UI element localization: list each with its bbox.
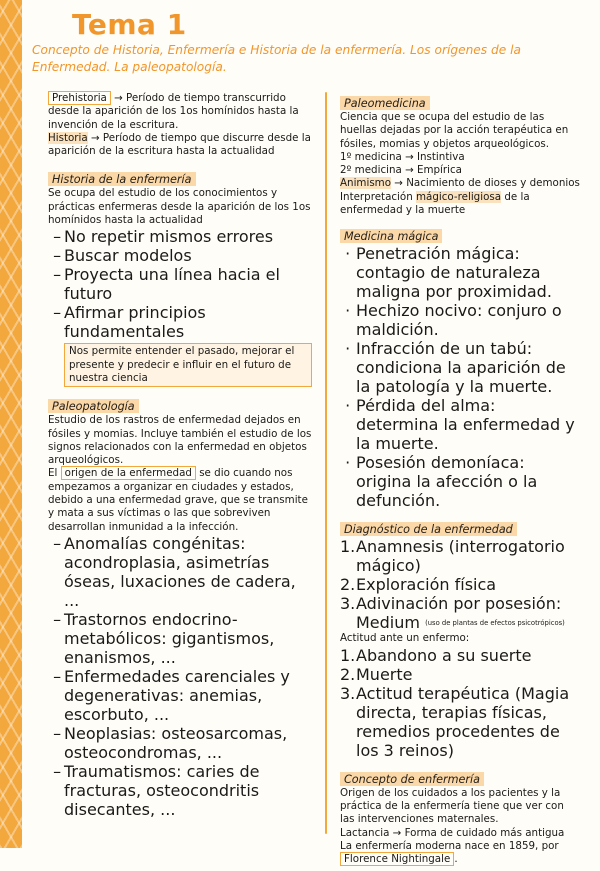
intro-definitions (48, 92, 312, 158)
list-item: 1. Abandono a su suerte (340, 645, 532, 665)
paleomedicina-section (340, 92, 580, 217)
interpretacion-line: Interpretación mágico-religiosa de la enfermedad y la muerte (340, 190, 530, 217)
right-column (340, 92, 580, 871)
diagnostico-heading: Diagnóstico de la enfermedad (340, 522, 517, 536)
list-item: 2. Exploración física (340, 575, 497, 595)
list-item: – Trastornos endocrino-metabólicos: gigantismos, enanismos, ... (48, 609, 275, 667)
list-item: – Proyecta una línea hacia el futuro (48, 265, 280, 304)
animismo-definition: Animismo → Nacimiento de dioses y demonios (340, 177, 580, 190)
magico-religiosa-term: mágico-religiosa (416, 190, 502, 203)
list-item: · Hechizo nocivo: conjuro o maldición. (340, 301, 562, 340)
historia-definition (48, 132, 312, 159)
historia-text: → Período de tiempo que discurre desde la aparición de la escritura hasta la actualidad (48, 131, 311, 158)
prehistoria-term: Prehistoria (48, 91, 111, 105)
left-column (48, 92, 312, 824)
column-divider (325, 92, 327, 834)
florence-nightingale-term: Florence Nightingale (340, 852, 454, 866)
medicina-line-1: 1º medicina → Instintiva (340, 150, 465, 163)
list-item: – Buscar modelos (48, 246, 192, 266)
list-item: – Anomalías congénitas: acondroplasia, asimetrías óseas, luxaciones de cadera, ... (48, 533, 296, 610)
prehistoria-definition (48, 92, 312, 132)
list-item: · Pérdida del alma: determina la enfermedad y la muerte. (340, 396, 575, 454)
enfermeria-moderna-line: La enfermería moderna nace en 1859, por Florence Nightingale . (340, 839, 559, 866)
historia-enfermeria-heading: Historia de la enfermería (48, 172, 196, 186)
list-item: · Penetración mágica: contagio de naturaleza maligna por proximidad. (340, 244, 552, 302)
list-item: – No repetir mismos errores (48, 227, 274, 247)
list-item: – Enfermedades carenciales y degenerativas: anemias, escorbuto, ... (48, 666, 290, 724)
paleopatologia-body: Estudio de los rastros de enfermedad dejados en fósiles y momias. Incluye también el estudio de los signos relacionados con la enfermedad en objetos arqueológicos. (48, 414, 312, 467)
medicina-magica-heading: Medicina mágica (340, 229, 442, 243)
list-item: 3. Adivinación por posesión: Medium (uso de plantas de efectos psicotrópicos) (340, 594, 565, 633)
origen-enfermedad-term: origen de la enfermedad (61, 466, 196, 480)
concepto-enfermeria-section (340, 768, 580, 867)
diagnostico-note: (uso de plantas de efectos psicotrópicos) (425, 619, 565, 628)
paleomedicina-body: Ciencia que se ocupa del estudio de las huellas dejadas por la acción terapéutica en fósiles, momias y objetos arqueológicos. (340, 111, 569, 150)
animismo-term: Animismo (340, 177, 392, 190)
paleomedicina-heading: Paleomedicina (340, 96, 430, 110)
historia-enfermeria-body: Se ocupa del estudio de los conocimientos y prácticas enfermeras desde la aparición de los 1os homínidos hasta la actualidad (48, 187, 311, 227)
page-subtitle: Concepto de Historia, Enfermería e Historia de la enfermería. Los orígenes de la Enfermedad. La paleopatología. (32, 43, 521, 74)
paleopatologia-section (48, 395, 312, 819)
highlighted-note: Nos permite entender el pasado, mejorar el presente y predecir e influir en el futuro de nuestra ciencia (64, 343, 312, 387)
concepto-enfermeria-body: Origen de los cuidados a los pacientes y la práctica de la enfermería tiene que ver con las intervenciones maternales. (340, 786, 564, 826)
origen-enfermedad-paragraph: El origen de la enfermedad se dio cuando nos empezamos a organizar en ciudades y estados, debido a una enfermedad grave, que se transmite y mata a sus víctimas o las que sobreviven desarrollan inmunidad a la infección. (48, 467, 308, 533)
list-item: – Neoplasias: osteosarcomas, osteocondromas, ... (48, 723, 288, 762)
list-item: · Infracción de un tabú: condiciona la aparición de la patología y la muerte. (340, 339, 566, 397)
lactancia-line: Lactancia → Forma de cuidado más antigua (340, 826, 565, 839)
list-item: – Traumatismos: caries de fracturas, osteocondritis disecantes, ... (48, 761, 260, 819)
prehistoria-text: → Período de tiempo transcurrido desde la aparición de los 1os homínidos hasta la invención de la escritura. (48, 92, 299, 131)
concepto-enfermeria-heading: Concepto de enfermería (340, 772, 484, 786)
medicina-magica-section (340, 225, 580, 510)
list-item: 2. Muerte (340, 664, 413, 684)
list-item: 3. Actitud terapéutica (Magia directa, terapias físicas, remedios procedentes de los 3 reinos) (340, 683, 570, 760)
list-item: – Afirmar principios fundamentales (48, 303, 206, 342)
decorative-side-strip (0, 0, 22, 848)
diagnostico-section (340, 518, 580, 759)
page-title: Tema 1 (72, 8, 187, 41)
actitud-label: Actitud ante un enfermo: (340, 632, 470, 645)
list-item: 1. Anamnesis (interrogatorio mágico) (340, 537, 565, 576)
historia-term: Historia (48, 131, 88, 144)
historia-enfermeria-section (48, 168, 312, 387)
list-item: · Posesión demoníaca: origina la afección o la defunción. (340, 453, 538, 511)
medicina-line-2: 2º medicina → Empírica (340, 164, 462, 177)
paleopatologia-heading: Paleopatología (48, 399, 139, 413)
